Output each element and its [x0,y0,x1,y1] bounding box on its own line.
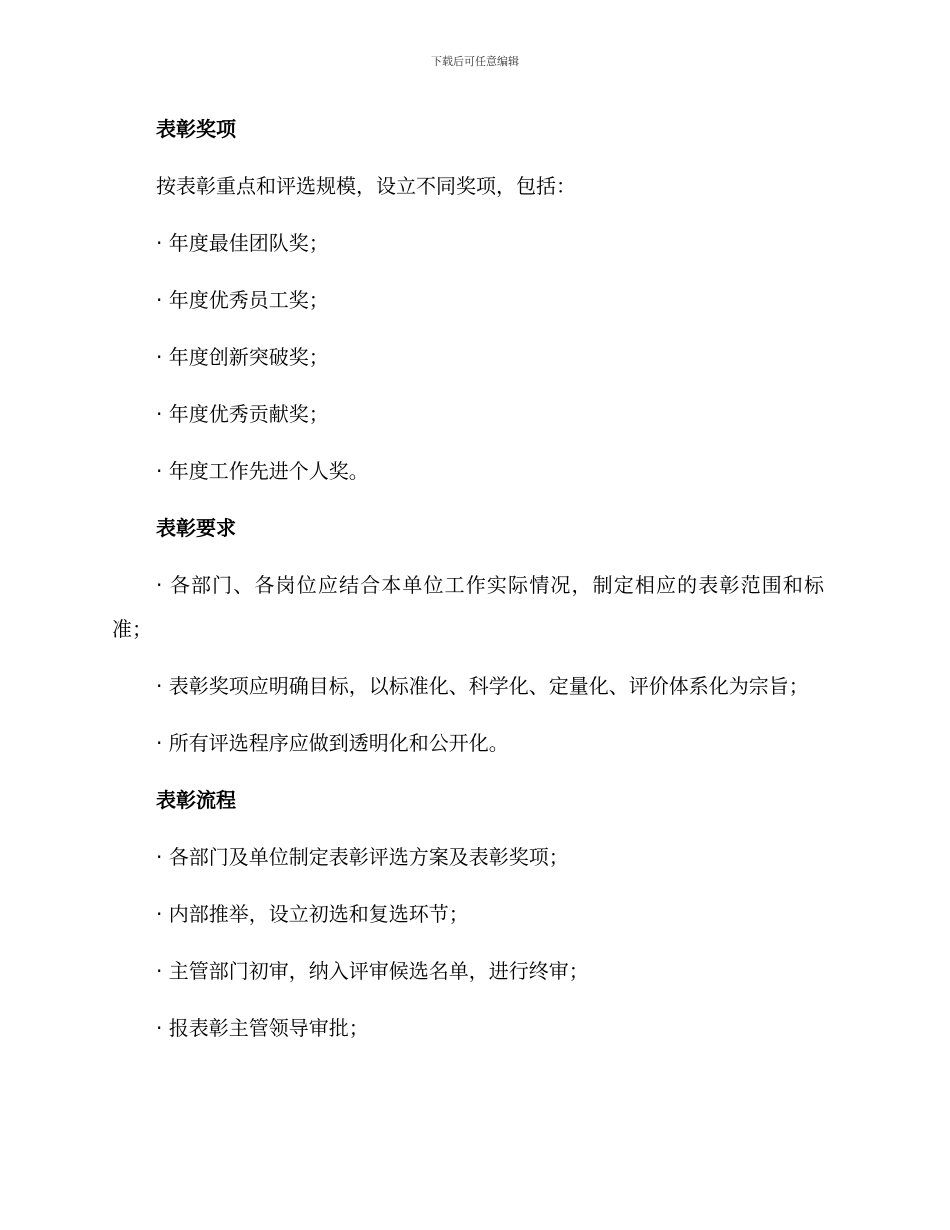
award-item: · 年度工作先进个人奖。 [156,459,369,483]
requirement-item: · 表彰奖项应明确目标，以标准化、科学化、定量化、评价体系化为宗旨； [156,674,809,698]
page-header-note: 下载后可任意编辑 [431,55,519,68]
award-item: · 年度优秀员工奖； [156,288,329,312]
award-item: · 年度优秀贡献奖； [156,402,329,426]
requirement-item: · 所有评选程序应做到透明化和公开化。 [156,731,509,755]
section-heading-process: 表彰流程 [156,788,236,812]
process-item: · 内部推举，设立初选和复选环节； [156,902,469,926]
document-body [112,112,824,1045]
section-heading-requirements: 表彰要求 [156,516,236,540]
award-item: · 年度最佳团队奖； [156,231,329,255]
process-item: · 报表彰主管领导审批； [156,1016,369,1040]
awards-intro: 按表彰重点和评选规模，设立不同奖项，包括： [156,174,576,198]
section-heading-awards: 表彰奖项 [156,117,236,141]
award-item: · 年度创新突破奖； [156,345,329,369]
requirement-item: · 各部门、各岗位应结合本单位工作实际情况，制定相应的表彰范围和标准； [112,573,824,641]
process-item: · 各部门及单位制定表彰评选方案及表彰奖项； [156,845,569,869]
process-item: · 主管部门初审，纳入评审候选名单，进行终审； [156,959,589,983]
